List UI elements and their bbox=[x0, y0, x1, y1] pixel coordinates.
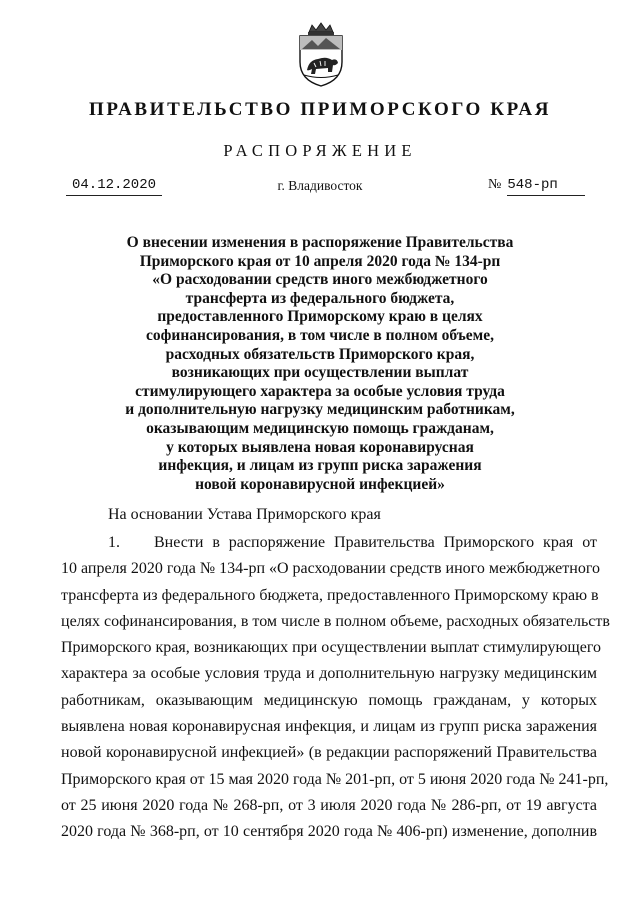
paragraph-line: целях софинансирования, в том числе в полном объеме, расходных обязательств bbox=[61, 612, 610, 630]
paragraph-line: Приморского края от 15 мая 2020 года № 201-рп, от 5 июня 2020 года № 241-рп, bbox=[61, 770, 609, 788]
document-date: 04.12.2020 bbox=[66, 177, 162, 196]
paragraph-line: 10 апреля 2020 года № 134-рп «О расходовании средств иного межбюджетного bbox=[61, 560, 600, 578]
heading-line: стимулирующего характера за особые условия труда bbox=[135, 382, 505, 400]
paragraph-line: трансферта из федерального бюджета, предоставленного Приморскому краю в bbox=[61, 586, 599, 604]
heading-line: и дополнительную нагрузку медицинским работникам, bbox=[125, 401, 515, 419]
heading-line: «О расходовании средств иного межбюджетного bbox=[152, 271, 488, 289]
heading-line: софинансирования, в том числе в полном объеме, bbox=[146, 326, 494, 344]
document-type: РАСПОРЯЖЕНИЕ bbox=[223, 141, 417, 160]
government-title: ПРАВИТЕЛЬСТВО ПРИМОРСКОГО КРАЯ bbox=[88, 99, 552, 120]
basis-statement: На основании Устава Приморского края bbox=[108, 506, 381, 523]
heading-line: трансферта из федерального бюджета, bbox=[185, 289, 455, 307]
paragraph-line: от 25 июня 2020 года № 268-рп, от 3 июля 2020 года № 286-рп, от 19 августа bbox=[61, 796, 597, 814]
document-heading bbox=[100, 234, 540, 494]
heading-line: возникающих при осуществлении выплат bbox=[171, 364, 469, 382]
heading-line: предоставленного Приморскому краю в целях bbox=[157, 308, 483, 326]
heading-line: оказывающим медицинскую помощь гражданам, bbox=[146, 419, 494, 437]
document-number bbox=[488, 177, 598, 196]
heading-line: расходных обязательств Приморского края, bbox=[165, 345, 475, 363]
heading-line: новой коронавирусной инфекцией» bbox=[195, 475, 445, 493]
number-value: 548-рп bbox=[507, 177, 585, 196]
heading-line: инфекция, и лицам из групп риска заражения bbox=[158, 457, 482, 475]
paragraph-line: 2020 года № 368-рп, от 10 сентября 2020 года № 406-рп) изменение, дополнив bbox=[61, 823, 597, 841]
paragraph-line: выявлена новая коронавирусная инфекция, и лицам из групп риска заражения bbox=[61, 718, 597, 736]
paragraph-line: работникам, оказывающим медицинскую помощь гражданам, у которых bbox=[61, 691, 597, 709]
coat-of-arms-icon bbox=[296, 22, 346, 88]
heading-line: у которых выявлена новая коронавирусная bbox=[166, 438, 474, 456]
document-city: г. Владивосток bbox=[277, 178, 363, 193]
paragraph-1 bbox=[61, 530, 610, 846]
heading-line: Приморского края от 10 апреля 2020 года № 134-рп bbox=[139, 252, 501, 270]
paragraph-line: Приморского края, возникающих при осуществлении выплат стимулирующего bbox=[61, 639, 601, 657]
paragraph-line bbox=[61, 530, 597, 556]
number-sign: № bbox=[488, 177, 502, 192]
paragraph-line: характера за особые условия труда и дополнительную нагрузку медицинским bbox=[61, 665, 597, 683]
heading-line: О внесении изменения в распоряжение Правительства bbox=[126, 234, 514, 251]
paragraph-line-text: Внести в распоряжение Правительства Приморского края от bbox=[154, 534, 597, 551]
paragraph-number: 1. bbox=[108, 534, 120, 551]
paragraph-line: новой коронавирусной инфекцией» (в редакции распоряжений Правительства bbox=[61, 744, 597, 762]
